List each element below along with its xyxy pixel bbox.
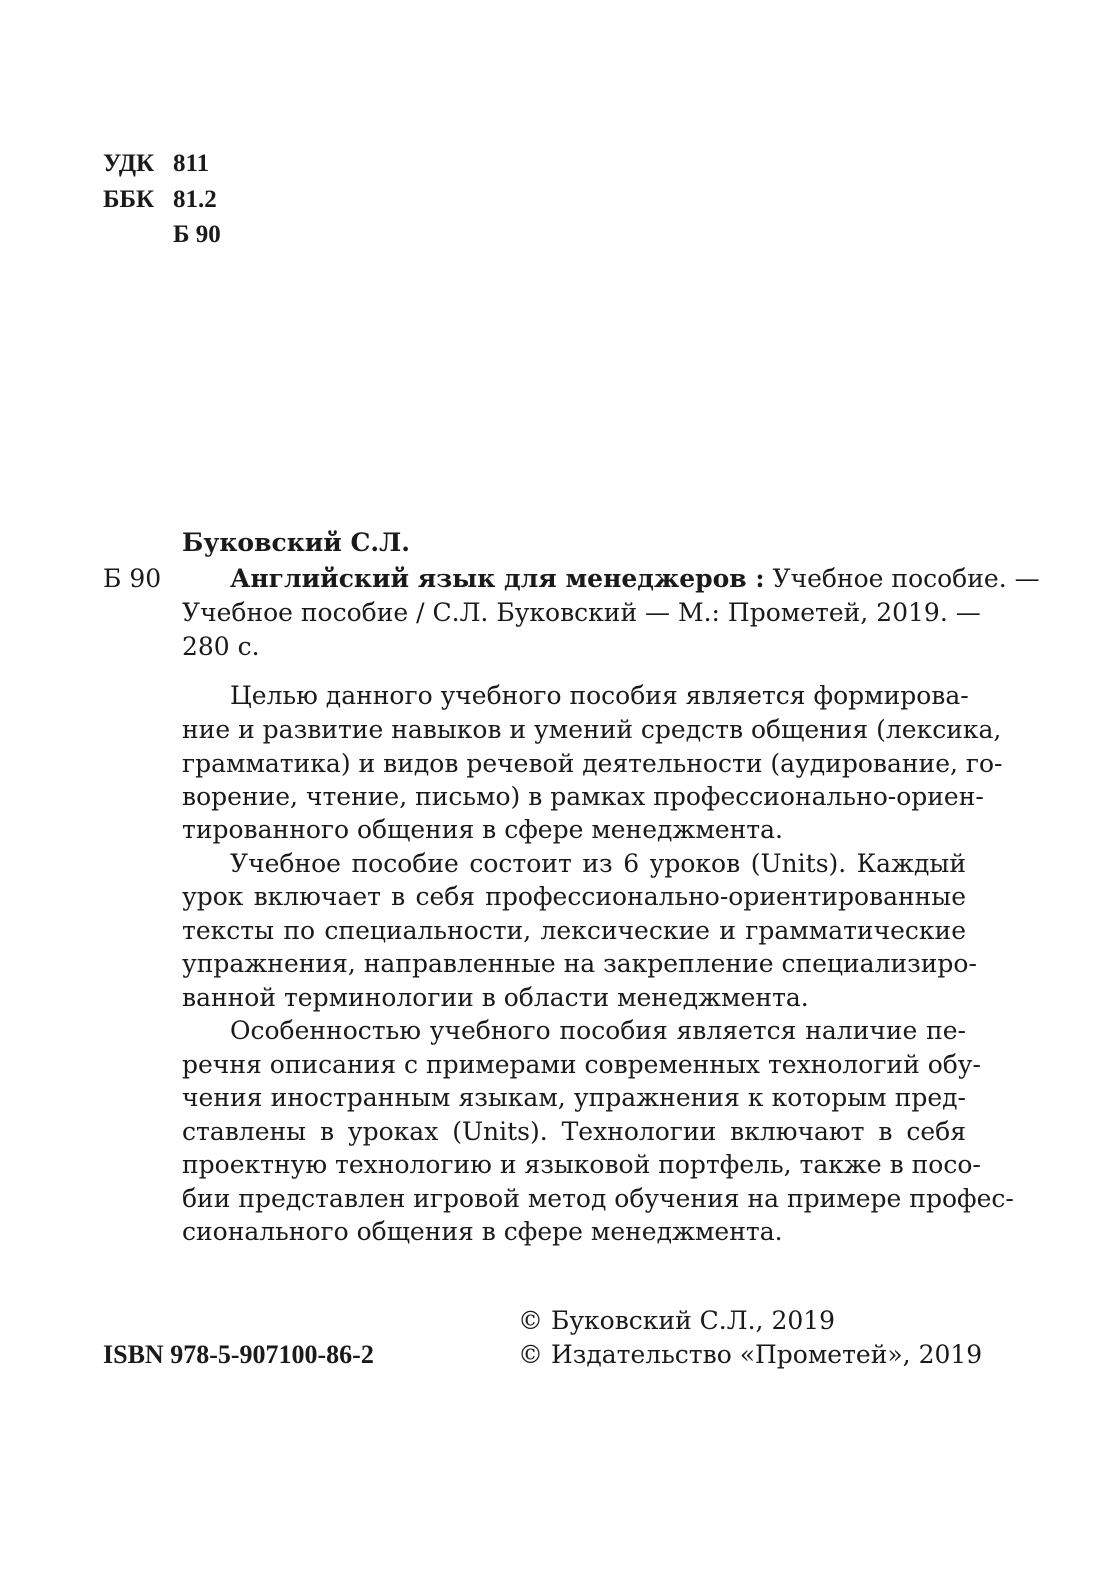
bbk-label: ББК: [103, 186, 155, 213]
abstract-p1-line: тированного общения в сфере менеджмента.: [182, 815, 783, 844]
record-author: Буковский С.Л.: [182, 528, 410, 557]
abstract-p1-line: грамматика) и видов речевой деятельности (аудирование, го-: [182, 749, 1003, 778]
abstract-p2-line: Учебное пособие состоит из 6 уроков (Units). Каждый: [230, 849, 966, 878]
abstract-p3-line: проектную технологию и языковой портфель, также в посо-: [182, 1150, 981, 1179]
record-title: Английский язык для менеджеров :: [230, 564, 765, 593]
abstract-p1-line: Целью данного учебного пособия является формирова-: [230, 681, 969, 710]
isbn: ISBN 978-5-907100-86-2: [103, 1340, 374, 1369]
udk-label: УДК: [103, 150, 155, 177]
abstract-p2-line: упражнения, направленные на закрепление специализиро-: [182, 949, 977, 978]
abstract-p3-line: речня описания с примерами современных технологий обу-: [182, 1050, 981, 1079]
udk-value: 811: [173, 150, 210, 177]
abstract-p1-line: ние и развитие навыков и умений средств общения (лексика,: [182, 715, 1002, 744]
abstract-p3-line: чения иностранным языкам, упражнения к которым пред-: [182, 1083, 966, 1112]
record-author-mark: Б 90: [103, 564, 162, 593]
record-title-line: [230, 564, 1040, 594]
abstract-p2-line: тексты по специальности, лексические и грамматические: [182, 916, 966, 945]
record-line-2: Учебное пособие / С.Л. Буковский — М.: Прометей, 2019. —: [182, 598, 981, 627]
abstract-p3-line: Особенностью учебного пособия является наличие пе-: [230, 1016, 966, 1045]
abstract-p3-line: ставлены в уроках (Units). Технологии включают в себя: [182, 1117, 966, 1146]
record-pages: 280 с.: [182, 632, 260, 661]
record-title-rest: Учебное пособие. —: [772, 564, 1040, 593]
abstract-p3-line: сионального общения в сфере менеджмента.: [182, 1217, 783, 1246]
abstract-p3-line: бии представлен игровой метод обучения на примере профес-: [182, 1184, 1014, 1213]
copyright-publisher: © Издательство «Прометей», 2019: [518, 1340, 983, 1369]
bbk-value: 81.2: [173, 186, 217, 213]
copyright-author: © Буковский С.Л., 2019: [518, 1306, 836, 1335]
abstract-p1-line: ворение, чтение, письмо) в рамках профессионально-ориен-: [182, 782, 984, 811]
abstract-p2-line: ванной терминологии в области менеджмента.: [182, 983, 809, 1012]
author-mark-class: Б 90: [173, 221, 221, 248]
abstract-p2-line: урок включает в себя профессионально-ориентированные: [182, 882, 966, 911]
